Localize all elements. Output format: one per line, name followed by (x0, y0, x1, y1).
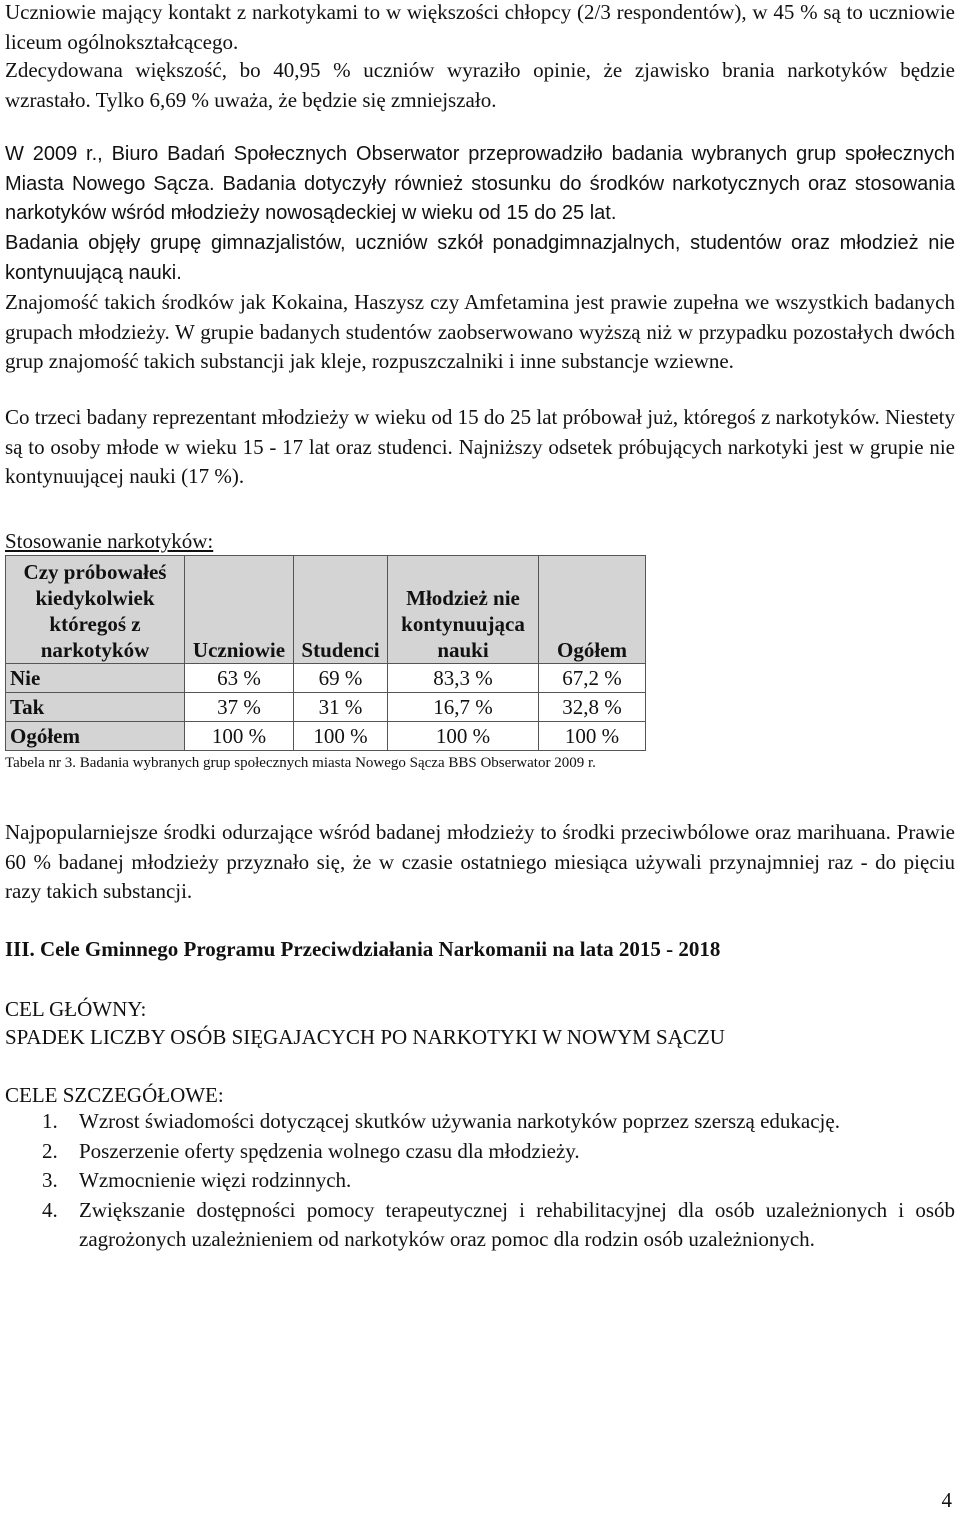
drug-use-table (5, 555, 646, 751)
paragraph-popular-substances: Najpopularniejsze środki odurzające wśród badanej młodzieży to środki przeciwbólowe oraz marihuana. Prawie 60 % badanej młodzieży przyznało się, że w czasie ostatniego miesiąca używali przynajmniej raz - do pięciu razy takich substancji. (5, 820, 955, 903)
table-row (6, 693, 646, 722)
list-number: 2. (42, 1138, 58, 1163)
specific-goals-list (5, 1107, 955, 1255)
table-cell: 100 % (388, 722, 539, 751)
paragraph-knowledge: Znajomość takich środków jak Kokaina, Haszysz czy Amfetamina jest prawie zupełna we wszystkich badanych grupach młodzieży. W grupie badanych studentów zaobserwowano wyższą niż w przypadku pozostałych dwóch grup znajomość takich substancji jak kleje, rozpuszczalniki i inne substancje wziewne. (5, 290, 955, 373)
paragraph-study-2009: W 2009 r., Biuro Badań Społecznych Obserwator przeprowadziło badania wybranych grup społecznych Miasta Nowego Sącza. Badania dotyczyły również stosunku do środków narkotycznych oraz stosowania narkotyków wśród młodzieży nowosądeckiej w wieku od 15 do 25 lat. (5, 143, 955, 224)
table-cell: 100 % (294, 722, 388, 751)
table-row (6, 664, 646, 693)
main-goal: SPADEK LICZBY OSÓB SIĘGAJACYCH PO NARKOTYKI W NOWYM SĄCZU (5, 1025, 725, 1049)
list-item (5, 1107, 955, 1137)
row-label: Tak (6, 693, 185, 722)
table-title: Stosowanie narkotyków: (5, 529, 214, 553)
table-caption: Tabela nr 3. Badania wybranych grup społecznych miasta Nowego Sącza BBS Obserwator 2009 r. (5, 755, 596, 771)
list-item (5, 1137, 955, 1167)
table-cell: 100 % (185, 722, 294, 751)
section-heading: III. Cele Gminnego Programu Przeciwdziałania Narkomanii na lata 2015 - 2018 (5, 937, 721, 961)
table-header: Uczniowie (185, 556, 294, 664)
paragraph-study-groups: Badania objęły grupę gimnazjalistów, uczniów szkół ponadgimnazjalnych, studentów oraz młodzież nie kontynuującą nauki. (5, 232, 955, 284)
paragraph-trial: Co trzeci badany reprezentant młodzieży w wieku od 15 do 25 lat próbował już, któregoś z narkotyków. Niestety są to osoby młode w wieku 15 - 17 lat oraz studenci. Najniższy odsetek próbujących narkotyki jest w grupie nie kontynuującej nauki (17 %). (5, 405, 955, 488)
list-text: Zwiększanie dostępności pomocy terapeutycznej i rehabilitacyjnej dla osób uzależnionych i osób zagrożonych uzależnieniem od narkotyków oraz pomoc dla rodzin osób uzależnionych. (79, 1197, 955, 1251)
row-label: Nie (6, 664, 185, 693)
list-item (5, 1166, 955, 1196)
table-header-row (6, 556, 646, 664)
paragraph-respondents: Uczniowie mający kontakt z narkotykami to w większości chłopcy (2/3 respondentów), w 45 % są to uczniowie liceum ogólnokształcącego. (5, 0, 955, 54)
table-cell: 32,8 % (539, 693, 646, 722)
list-text: Wzrost świadomości dotyczącej skutków używania narkotyków poprzez szerszą edukację. (79, 1109, 840, 1133)
table-cell: 31 % (294, 693, 388, 722)
list-text: Poszerzenie oferty spędzenia wolnego czasu dla młodzieży. (79, 1138, 580, 1163)
list-number: 4. (42, 1197, 58, 1222)
table-header: Czy próbowałeś kiedykolwiek któregoś z narkotyków (6, 556, 185, 664)
table-row (6, 722, 646, 751)
list-number: 3. (42, 1168, 58, 1192)
table-cell: 67,2 % (539, 664, 646, 693)
specific-goals-label: CELE SZCZEGÓŁOWE: (5, 1083, 224, 1107)
table-cell: 16,7 % (388, 693, 539, 722)
row-label: Ogółem (6, 722, 185, 751)
paragraph-opinion: Zdecydowana większość, bo 40,95 % uczniów wyraziło opinie, że zjawisko brania narkotyków będzie wzrastało. Tylko 6,69 % uważa, że będzie się zmniejszało. (5, 58, 955, 112)
list-item (5, 1196, 955, 1255)
table-cell: 63 % (185, 664, 294, 693)
table-cell: 83,3 % (388, 664, 539, 693)
table-header: Ogółem (539, 556, 646, 664)
table-cell: 100 % (539, 722, 646, 751)
table-header: Studenci (294, 556, 388, 664)
list-number: 1. (42, 1109, 58, 1133)
page-number: 4 (941, 1488, 952, 1512)
table-header: Młodzież nie kontynuująca nauki (388, 556, 539, 664)
table-cell: 37 % (185, 693, 294, 722)
table-cell: 69 % (294, 664, 388, 693)
main-goal-label: CEL GŁÓWNY: (5, 997, 147, 1021)
list-text: Wzmocnienie więzi rodzinnych. (79, 1168, 352, 1192)
